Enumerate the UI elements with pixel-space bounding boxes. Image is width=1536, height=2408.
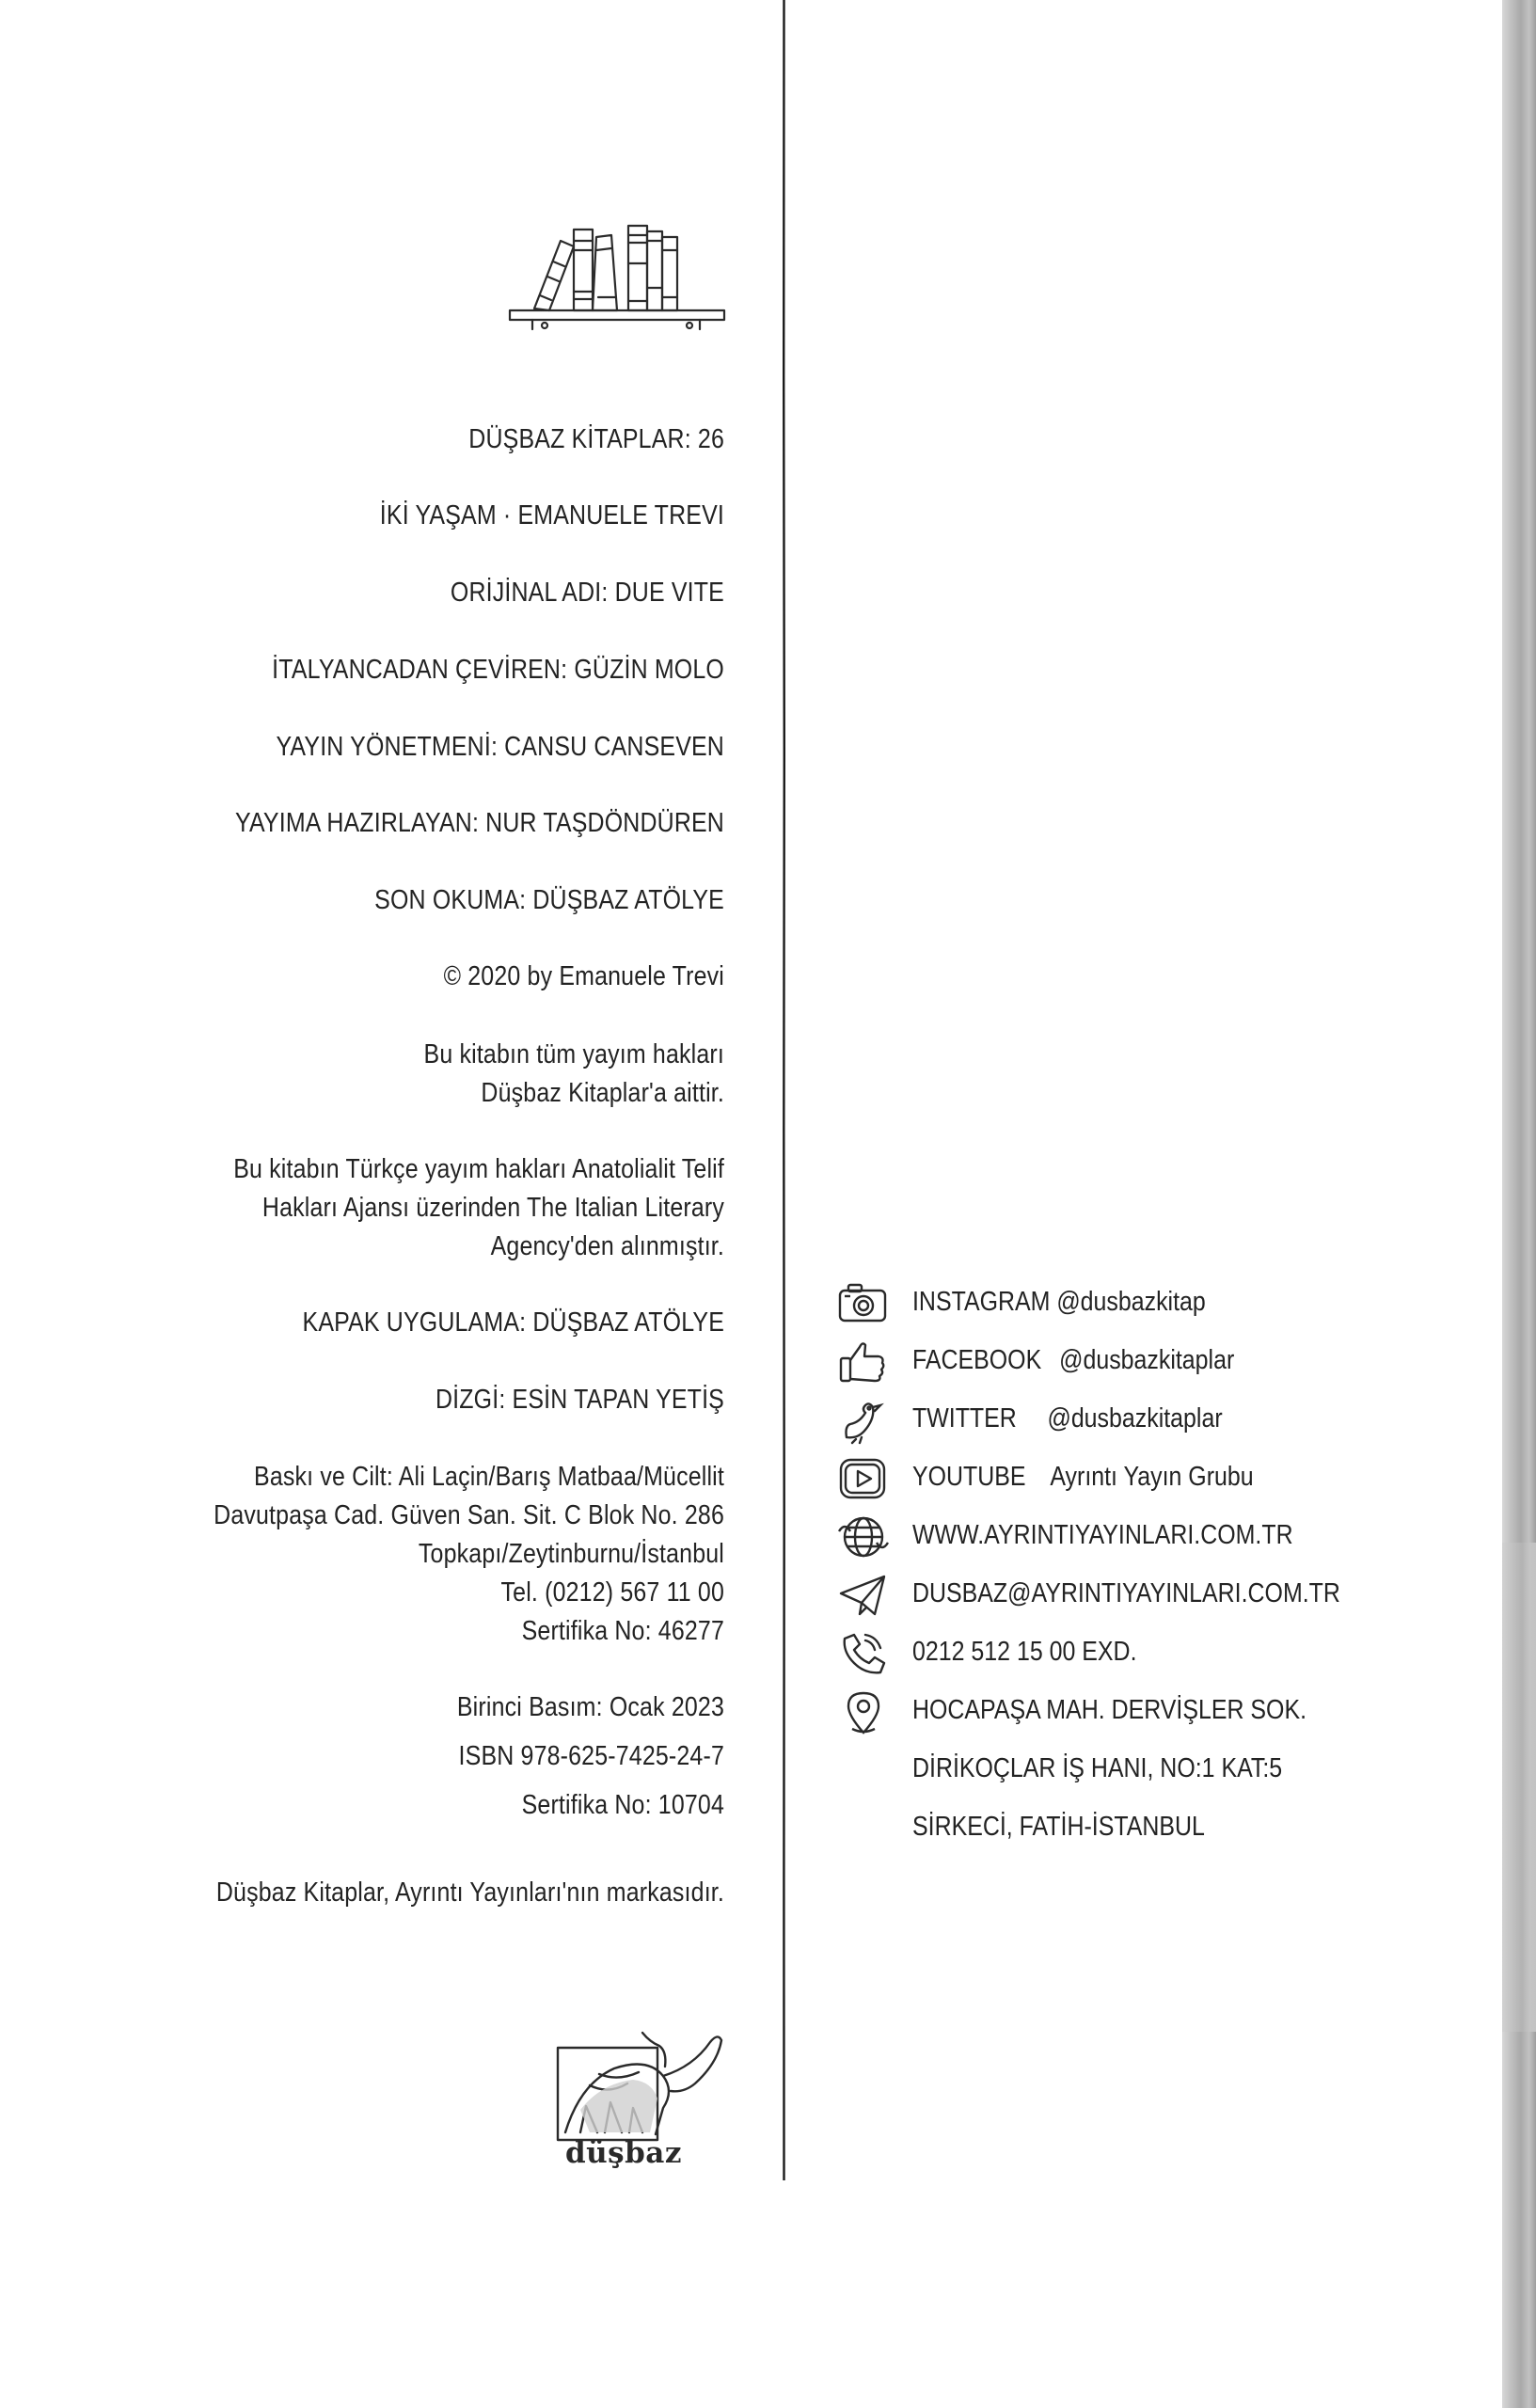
twitter-handle[interactable]: @dusbazkitaplar: [1047, 1403, 1223, 1434]
play-icon: [837, 1454, 890, 1503]
logo-wordmark: düşbaz: [564, 2136, 683, 2170]
bird-icon: [837, 1396, 890, 1445]
isbn: ISBN 978-625-7425-24-7: [458, 1741, 724, 1771]
contact-address: [837, 1687, 1496, 1736]
youtube-text: [912, 1462, 1254, 1493]
camera-icon: [837, 1279, 890, 1328]
facebook-text: [912, 1345, 1234, 1376]
rights-line-2: Düşbaz Kitaplar'a aittir.: [481, 1078, 724, 1108]
publisher-certificate: Sertifika No: 10704: [521, 1790, 724, 1820]
translation-rights-line-2: Hakları Ajansı üzerinden The Italian Literary: [261, 1193, 724, 1223]
email-text[interactable]: DUSBAZ@AYRINTIYAYINLARI.COM.TR: [912, 1578, 1340, 1608]
contact-website: [837, 1513, 1496, 1561]
youtube-channel[interactable]: Ayrıntı Yayın Grubu: [1050, 1462, 1254, 1492]
series-number: DÜŞBAZ KİTAPLAR: 26: [468, 424, 724, 454]
paper-plane-icon: [837, 1571, 890, 1620]
contact-youtube: [837, 1454, 1496, 1503]
contact-instagram: [837, 1279, 1496, 1328]
editor: YAYIMA HAZIRLAYAN: NUR TAŞDÖNDÜREN: [235, 808, 724, 838]
copyright-notice: © 2020 by Emanuele Trevi: [443, 961, 724, 991]
twitter-label: TWITTER: [912, 1403, 1017, 1434]
printer-line-1: Baskı ve Cilt: Ali Laçin/Barış Matbaa/Mücellit: [254, 1462, 724, 1492]
website-text[interactable]: WWW.AYRINTIYAYINLARI.COM.TR: [912, 1520, 1293, 1550]
contact-address-cont-2: [837, 1804, 1496, 1853]
rights-line-1: Bu kitabın tüm yayım hakları: [423, 1039, 724, 1069]
vertical-divider: [783, 0, 785, 2180]
contact-facebook: [837, 1338, 1496, 1386]
cover-design: KAPAK UYGULAMA: DÜŞBAZ ATÖLYE: [302, 1307, 724, 1338]
contact-address-cont: [837, 1746, 1496, 1795]
phone-icon: [837, 1629, 890, 1678]
instagram-text: [912, 1287, 1206, 1318]
translation-rights-line-3: Agency'den alınmıştır.: [490, 1231, 724, 1261]
page-edge-strip: [1502, 0, 1536, 2408]
thumbs-up-icon: [837, 1338, 890, 1386]
printer-phone: Tel. (0212) 567 11 00: [500, 1577, 724, 1608]
contact-email: [837, 1571, 1496, 1620]
twitter-text: [912, 1403, 1223, 1434]
youtube-label: YOUTUBE: [912, 1462, 1026, 1492]
printer-certificate: Sertifika No: 46277: [521, 1616, 724, 1646]
translation-rights-line-1: Bu kitabın Türkçe yayım hakları Anatolialit Telif: [233, 1154, 725, 1184]
address-line-3: SİRKECİ, FATİH-İSTANBUL: [912, 1812, 1205, 1842]
first-edition: Birinci Basım: Ocak 2023: [456, 1692, 724, 1722]
book-title-author: İKİ YAŞAM · EMANUELE TREVI: [379, 500, 724, 531]
phone-text[interactable]: 0212 512 15 00 EXD.: [912, 1637, 1137, 1667]
instagram-label: INSTAGRAM: [912, 1287, 1051, 1317]
printer-line-3: Topkapı/Zeytinburnu/İstanbul: [418, 1539, 724, 1569]
colophon-block: [214, 0, 725, 1975]
facebook-handle[interactable]: @dusbazkitaplar: [1059, 1345, 1235, 1375]
globe-icon: [837, 1513, 890, 1561]
publishing-director: YAYIN YÖNETMENİ: CANSU CANSEVEN: [276, 732, 724, 762]
address-line-1: HOCAPAŞA MAH. DERVİŞLER SOK.: [912, 1695, 1307, 1725]
imprint-note: Düşbaz Kitaplar, Ayrıntı Yayınları'nın markasıdır.: [215, 1877, 724, 1908]
instagram-handle[interactable]: @dusbazkitap: [1056, 1287, 1206, 1317]
proofreading: SON OKUMA: DÜŞBAZ ATÖLYE: [374, 885, 724, 915]
typesetting: DİZGİ: ESİN TAPAN YETİŞ: [435, 1385, 724, 1415]
translator: İTALYANCADAN ÇEVİREN: GÜZİN MOLO: [272, 655, 724, 685]
location-pin-icon: [837, 1687, 890, 1736]
original-title: ORİJİNAL ADI: DUE VITE: [450, 578, 724, 608]
printer-line-2: Davutpaşa Cad. Güven San. Sit. C Blok No. 286: [214, 1500, 724, 1530]
contact-twitter: [837, 1396, 1496, 1445]
address-line-2: DİRİKOÇLAR İŞ HANI, NO:1 KAT:5: [912, 1753, 1283, 1783]
facebook-label: FACEBOOK: [912, 1345, 1042, 1375]
contact-phone: [837, 1629, 1496, 1678]
